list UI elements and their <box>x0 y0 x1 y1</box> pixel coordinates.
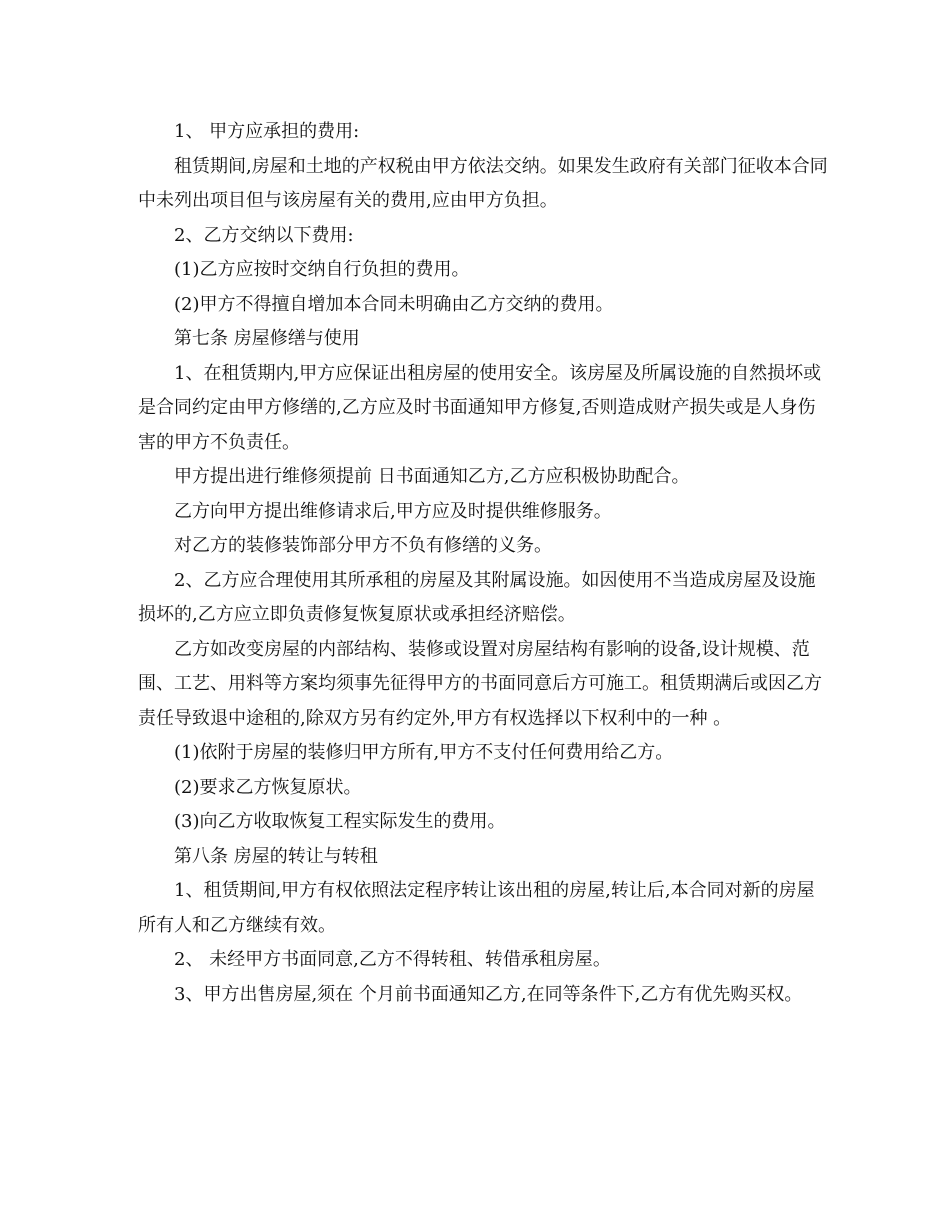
paragraph-repair-notice: 甲方提出进行维修须提前 日书面通知乙方,乙方应积极协助配合。 <box>174 466 690 487</box>
paragraph-fee-lessee-heading: 2、乙方交纳以下费用: <box>174 224 354 246</box>
article-7-heading: 第七条 房屋修缮与使用 <box>174 328 360 349</box>
paragraph-proper-use: 2、乙方应合理使用其所承租的房屋及其附属设施。如因使用不当造成房屋及设施损坏的,乙方应立即负责修复恢复原状或承担经济赔偿。 <box>138 569 816 625</box>
paragraph-decoration-repair: 对乙方的装修装饰部分甲方不负有修缮的义务。 <box>174 535 552 556</box>
paragraph-option-1: (1)依附于房屋的装修归甲方所有,甲方不支付任何费用给乙方。 <box>174 742 674 763</box>
paragraph-structure-change: 乙方如改变房屋的内部结构、装修或设置对房屋结构有影响的设备,设计规模、范围、工艺、用料等方案均须事先征得甲方的书面同意后方可施工。租赁期满后或因乙方责任导致退中途租的,除双方另有约定外,甲方有权选择以下权利中的一种 。 <box>138 638 822 729</box>
paragraph-option-3: (3)向乙方收取恢复工程实际发生的费用。 <box>174 811 506 832</box>
paragraph-fee-lessor-heading: 1、 甲方应承担的费用: <box>174 121 360 142</box>
document-body <box>138 115 828 1012</box>
article-8-heading: 第八条 房屋的转让与转租 <box>174 845 378 867</box>
paragraph-lessee-fee-2: (2)甲方不得擅自增加本合同未明确由乙方交纳的费用。 <box>174 293 614 315</box>
paragraph-transfer: 1、租赁期间,甲方有权依照法定程序转让该出租的房屋,转让后,本合同对新的房屋所有人和乙方继续有效。 <box>138 880 815 936</box>
paragraph-repair-safety: 1、在租赁期内,甲方应保证出租房屋的使用安全。该房屋及所属设施的自然损坏或是合同约定由甲方修缮的,乙方应及时书面通知甲方修复,否则造成财产损失或是人身伤害的甲方不负责任。 <box>138 362 822 453</box>
paragraph-property-tax: 租赁期间,房屋和土地的产权税由甲方依法交纳。如果发生政府有关部门征收本合同中未列出项目但与该房屋有关的费用,应由甲方负担。 <box>138 155 828 211</box>
paragraph-sublease: 2、 未经甲方书面同意,乙方不得转租、转借承租房屋。 <box>174 949 611 970</box>
paragraph-lessee-fee-1: (1)乙方应按时交纳自行负担的费用。 <box>174 259 470 280</box>
paragraph-repair-request: 乙方向甲方提出维修请求后,甲方应及时提供维修服务。 <box>174 500 612 522</box>
paragraph-preemption: 3、甲方出售房屋,须在 个月前书面通知乙方,在同等条件下,乙方有优先购买权。 <box>174 983 803 1005</box>
paragraph-option-2: (2)要求乙方恢复原状。 <box>174 776 362 798</box>
